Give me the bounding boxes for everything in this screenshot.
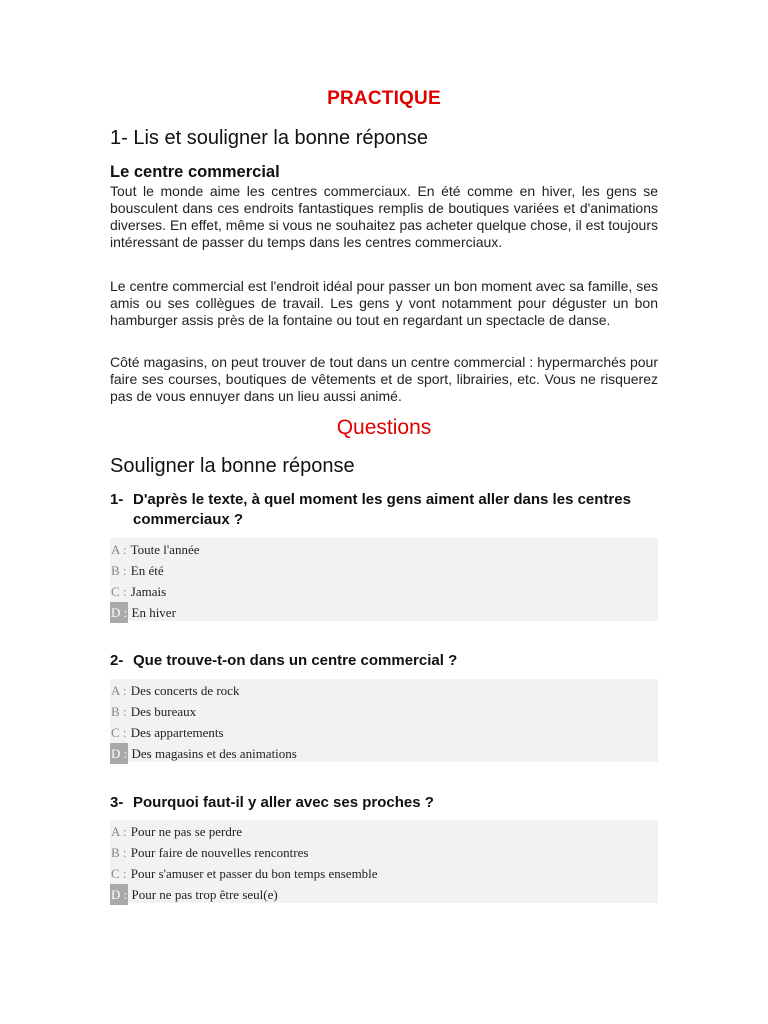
answer-text: En été	[130, 563, 164, 578]
answer-text: Des bureaux	[130, 704, 197, 719]
question-number: 2-	[110, 652, 124, 669]
question-number: 1-	[110, 491, 124, 508]
answer-option[interactable]	[110, 602, 658, 623]
paragraph-1: Tout le monde aime les centres commerciaux. En été comme en hiver, les gens se bousculent dans ces endroits fantastiques remplis de boutiques variées et d'animations diverses. En effet, même si vous ne souhaitez pas acheter quelque chose, il est toujours intéressant de passer du temps dans les centres commerciaux.	[110, 183, 658, 250]
answer-option[interactable]	[110, 842, 658, 863]
section-heading-questions: Souligner la bonne réponse	[110, 455, 355, 477]
answer-list-1	[110, 538, 658, 621]
answer-option[interactable]	[110, 821, 658, 842]
answer-text: Pour ne pas trop être seul(e)	[131, 887, 278, 902]
answer-option[interactable]	[110, 722, 658, 743]
answer-letter: A :	[111, 824, 127, 839]
text-title: Le centre commercial	[110, 163, 280, 181]
answer-text: Des appartements	[130, 725, 224, 740]
question-text: Pourquoi faut-il y aller avec ses proches ?	[133, 794, 434, 811]
answer-letter: C :	[111, 584, 127, 599]
answer-text: Jamais	[130, 584, 167, 599]
answer-text: Des concerts de rock	[130, 683, 240, 698]
question-2	[110, 651, 658, 671]
questions-title: Questions	[336, 416, 432, 439]
paragraph-3: Côté magasins, on peut trouver de tout dans un centre commercial : hypermarchés pour faire ses courses, boutiques de vêtements et de sport, librairies, etc. Vous ne risquerez pas de vous ennuyer dans un lieu aussi animé.	[110, 354, 658, 404]
answer-text: En hiver	[131, 605, 176, 620]
question-1	[110, 490, 658, 530]
question-text: Que trouve-t-on dans un centre commercial ?	[133, 652, 458, 669]
answer-list-3	[110, 820, 658, 903]
paragraph-2: Le centre commercial est l'endroit idéal pour passer un bon moment avec sa famille, ses amis ou ses collègues de travail. Les gens y vont notamment pour déguster un bon hamburger assis près de la fontaine ou tout en regardant un spectacle de danse.	[110, 278, 658, 328]
answer-letter: A :	[111, 542, 127, 557]
answer-letter: B :	[111, 563, 127, 578]
section-heading-reading: 1- Lis et souligner la bonne réponse	[110, 127, 428, 149]
answer-letter: C :	[111, 725, 127, 740]
question-3	[110, 793, 658, 813]
answer-list-2	[110, 679, 658, 762]
answer-text: Pour s'amuser et passer du bon temps ensemble	[130, 866, 378, 881]
answer-option[interactable]	[110, 539, 658, 560]
answer-letter: B :	[111, 704, 127, 719]
answer-letter-selected: D :	[110, 884, 128, 905]
answer-letter: C :	[111, 866, 127, 881]
answer-text: Toute l'année	[130, 542, 200, 557]
question-number: 3-	[110, 794, 124, 811]
answer-option[interactable]	[110, 743, 658, 764]
answer-option[interactable]	[110, 863, 658, 884]
answer-letter: A :	[111, 683, 127, 698]
answer-text: Pour faire de nouvelles rencontres	[130, 845, 309, 860]
answer-option[interactable]	[110, 680, 658, 701]
answer-letter-selected: D :	[110, 602, 128, 623]
question-text: D'après le texte, à quel moment les gens aiment aller dans les centres commerciaux ?	[133, 491, 631, 528]
answer-letter-selected: D :	[110, 743, 128, 764]
answer-option[interactable]	[110, 581, 658, 602]
answer-option[interactable]	[110, 560, 658, 581]
answer-option[interactable]	[110, 884, 658, 905]
answer-option[interactable]	[110, 701, 658, 722]
answer-text: Pour ne pas se perdre	[130, 824, 242, 839]
answer-letter: B :	[111, 845, 127, 860]
answer-text: Des magasins et des animations	[131, 746, 297, 761]
page-title: PRACTIQUE	[327, 88, 441, 109]
